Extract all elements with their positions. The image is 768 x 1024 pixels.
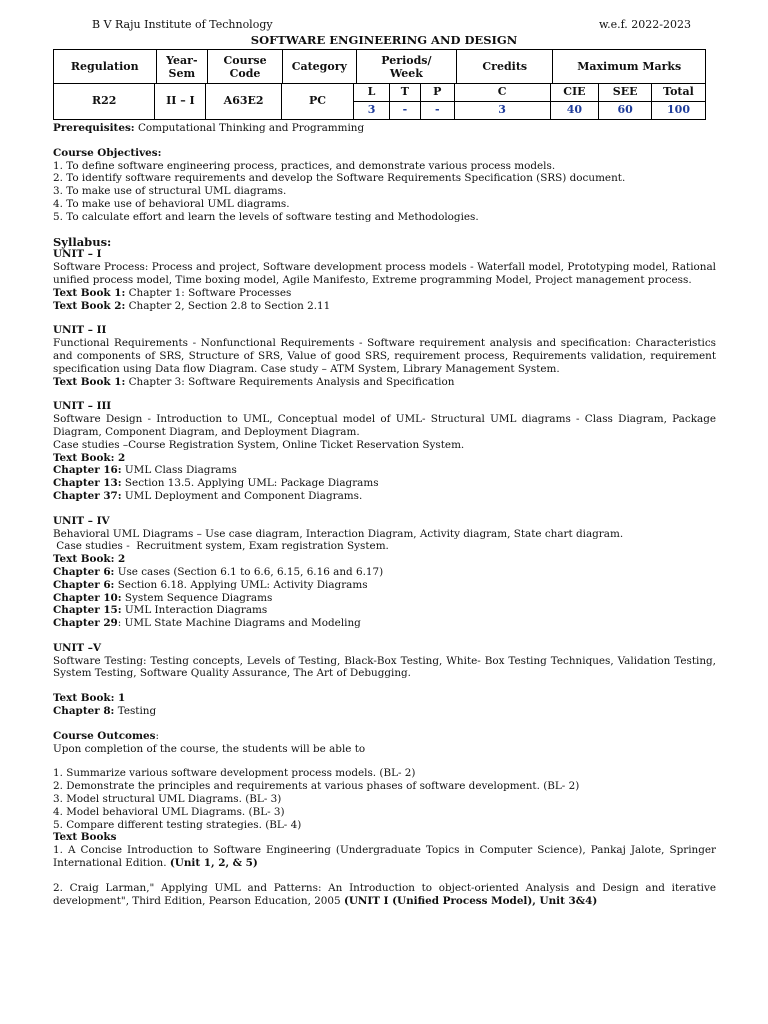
objective-item: 4. To make use of behavioral UML diagrams. [53,197,290,210]
unit-5-textbook: Text Book: 1 [53,692,126,705]
c-value: 3 [454,102,550,120]
cie-header: CIE [550,84,599,102]
p-value: - [420,102,454,120]
year-sem-value: II – I [155,84,206,120]
unit-4-chapter: Chapter 6: Use cases (Section 6.1 to 6.6, 6.15, 6.16 and 6.17) [53,565,384,578]
category-value: PC [281,84,353,120]
periods-header: Periods/ Week [356,50,456,84]
unit-1-title: UNIT – I [53,248,102,261]
unit-5-title: UNIT –V [53,641,102,654]
unit-3-chapter: Chapter 16: UML Class Diagrams [53,464,237,477]
objective-item: 5. To calculate effort and learn the levels of software testing and Methodologies. [53,210,479,223]
unit-1-text: Software Process: Process and project, Software development process models - Waterfall model, Prototyping model, Rational unified process model, Time boxing model, Agile Manifesto, Extreme programming Model, Project management process. [53,261,716,286]
unit-5-chapter: Chapter 8: Testing [53,705,157,718]
unit-1-textbook-1: Text Book 1: Chapter 1: Software Processes [53,286,292,299]
syllabus-content [53,122,716,907]
unit-4-case-studies: Case studies - Recruitment system, Exam registration System. [53,540,389,553]
credits-header: Credits [457,50,553,84]
c-header: C [454,84,550,102]
max-marks-header: Maximum Marks [553,50,706,84]
l-value: 3 [354,102,390,120]
outcome-item: 1. Summarize various software development process models. (BL- 2) [53,767,416,780]
unit-4-chapter: Chapter 15: UML Interaction Diagrams [53,604,268,617]
see-value: 60 [599,102,652,120]
course-values-table [53,83,706,120]
textbook-1: 1. A Concise Introduction to Software Engineering (Undergraduate Topics in Computer Science), Pankaj Jalote, Springer International Edition. (Unit 1, 2, & 5) [53,844,716,870]
outcome-item: 3. Model structural UML Diagrams. (BL- 3) [53,793,282,806]
effective-year: w.e.f. 2022-2023 [599,18,691,31]
cie-value: 40 [550,102,599,120]
category-header: Category [282,50,356,84]
unit-2-textbook-1: Text Book 1: Chapter 3: Software Requirements Analysis and Specification [53,375,455,388]
unit-3-textbook: Text Book: 2 [53,451,126,464]
unit-4-text: Behavioral UML Diagrams – Use case diagram, Interaction Diagram, Activity diagram, State chart diagram. [53,527,624,540]
unit-3-case-studies: Case studies –Course Registration System, Online Ticket Reservation System. [53,438,465,451]
objective-item: 3. To make use of structural UML diagrams. [53,185,287,198]
page-header [92,19,691,32]
outcomes-heading: Course Outcomes: [53,729,159,742]
objectives-heading: Course Objectives: [53,146,162,159]
regulation-header: Regulation [54,50,157,84]
course-info-table [53,49,706,84]
outcomes-intro: Upon completion of the course, the students will be able to [53,742,366,755]
syllabus-heading: Syllabus: [53,234,112,249]
t-header: T [389,84,420,102]
unit-4-chapter: Chapter 6: Section 6.18. Applying UML: Activity Diagrams [53,578,368,591]
unit-3-text: Software Design - Introduction to UML, Conceptual model of UML- Structural UML diagrams - Class Diagram, Package Diagram, Component Diagram, and Deployment Diagram. [53,413,716,438]
textbook-2: 2. Craig Larman," Applying UML and Patterns: An Introduction to object-oriented Analysis and Design and iterative development", Third Edition, Pearson Education, 2005 (UNIT I (Unified Process Model), Unit 3&4) [53,881,716,907]
unit-4-chapter: Chapter 10: System Sequence Diagrams [53,591,273,604]
unit-3-title: UNIT – III [53,400,112,413]
prerequisites: Prerequisites: Computational Thinking and Programming [53,122,365,134]
regulation-value: R22 [54,84,155,120]
unit-1-textbook-2: Text Book 2: Chapter 2, Section 2.8 to Section 2.11 [53,299,331,312]
course-title: SOFTWARE ENGINEERING AND DESIGN [250,33,518,47]
unit-4-textbook: Text Book: 2 [53,553,126,566]
unit-5-text: Software Testing: Testing concepts, Levels of Testing, Black-Box Testing, White- Box Testing Techniques, Validation Testing, System Testing, Software Quality Assurance, The Art of Debugging. [53,654,716,680]
p-header: P [420,84,454,102]
textbooks-heading: Text Books [53,831,117,844]
objective-item: 1. To define software engineering process, practices, and demonstrate various process models. [53,159,556,172]
total-value: 100 [652,102,706,120]
t-value: - [389,102,420,120]
institute-name: B V Raju Institute of Technology [92,18,273,31]
see-header: SEE [599,84,652,102]
course-code-header: Course Code [208,50,283,84]
unit-2-text: Functional Requirements - Nonfunctional Requirements - Software requirement analysis and specification: Characteristics and components of SRS, Structure of SRS, Value of good SRS, requirement process, Requirements validation, requirement specification using Data flow Diagram. Case study – ATM System, Library Management System. [53,337,716,375]
outcome-item: 5. Compare different testing strategies. (BL- 4) [53,818,302,831]
year-sem-header: Year- Sem [156,50,208,84]
objective-item: 2. To identify software requirements and develop the Software Requirements Specification (SRS) document. [53,172,626,185]
unit-4-title: UNIT – IV [53,514,110,527]
outcome-item: 2. Demonstrate the principles and requirements at various phases of software development. (BL- 2) [53,780,580,793]
unit-3-chapter: Chapter 13: Section 13.5. Applying UML: Package Diagrams [53,477,379,490]
unit-4-chapter: Chapter 29: UML State Machine Diagrams and Modeling [53,617,361,630]
unit-3-chapter: Chapter 37: UML Deployment and Component Diagrams. [53,489,363,502]
total-header: Total [652,84,706,102]
outcome-item: 4. Model behavioral UML Diagrams. (BL- 3) [53,805,285,818]
l-header: L [354,84,390,102]
course-code-value: A63E2 [206,84,281,120]
unit-2-title: UNIT – II [53,324,107,337]
